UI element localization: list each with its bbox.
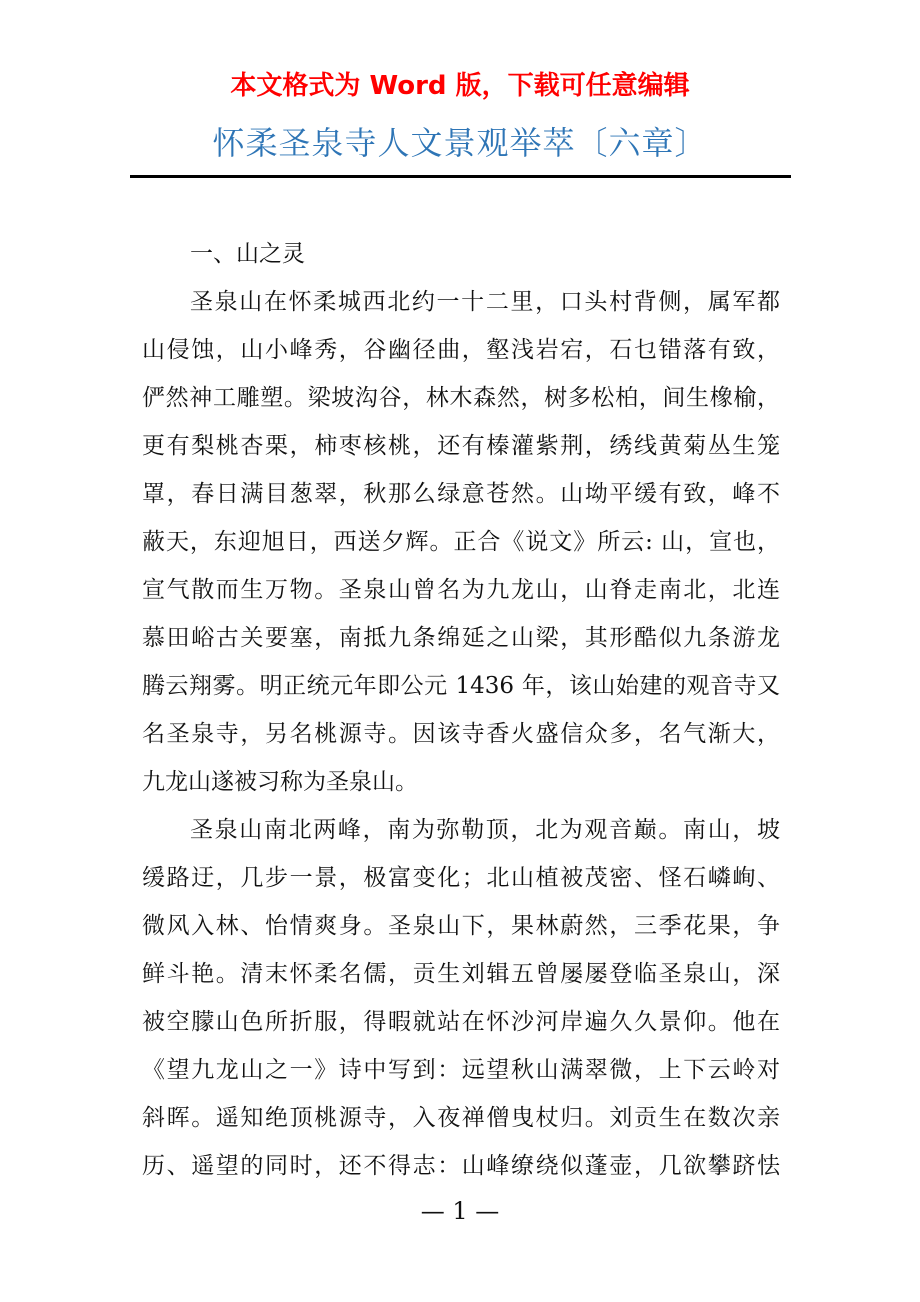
text-line: 更有梨桃杏栗，柿枣核桃，还有榛灌紫荆，绣线黄菊丛生笼 (142, 433, 780, 459)
page-number: — 1 — (420, 1197, 500, 1225)
paragraph (142, 806, 780, 1190)
text-line: 蔽天，东迎旭日，西送夕辉。正合《说文》所云: 山，宣也， (142, 529, 780, 555)
text-line: 《望九龙山之一》诗中写到：远望秋山满翠微，上下云岭对 (142, 1057, 780, 1083)
text-line: 鲜斗艳。清末怀柔名儒，贡生刘辑五曾屡屡登临圣泉山，深 (142, 961, 780, 987)
text-line: 历、遥望的同时，还不得志：山峰缭绕似蓬壶，几欲攀跻怯 (142, 1153, 780, 1179)
paragraphs (142, 278, 780, 1190)
text-line: 九龙山遂被习称为圣泉山。 (142, 769, 418, 795)
text-line: 斜晖。遥知绝顶桃源寺，入夜禅僧曳杖归。刘贡生在数次亲 (142, 1105, 780, 1131)
text-line: 罩，春日满目葱翠，秋那么绿意苍然。山坳平缓有致，峰不 (142, 481, 780, 507)
text-line: 腾云翔雾。明正统元年即公元 1436 年，该山始建的观音寺又 (142, 673, 780, 699)
paragraph (142, 278, 780, 806)
text-line: 微风入林、怡情爽身。圣泉山下，果林蔚然，三季花果，争 (142, 913, 780, 939)
section-heading: 一、山之灵 (190, 241, 305, 267)
text-line: 圣泉山南北两峰，南为弥勒顶，北为观音巅。南山，坡 (190, 817, 780, 843)
text-line: 宣气散而生万物。圣泉山曾名为九龙山，山脊走南北，北连 (142, 577, 780, 603)
text-line: 山侵蚀，山小峰秀，谷幽径曲，壑浅岩宕，石乜错落有致， (142, 337, 780, 363)
text-line: 缓路迂，几步一景，极富变化；北山植被茂密、怪石嶙峋、 (142, 865, 780, 891)
document-title: 怀柔圣泉寺人文景观举萃〔六章〕 (212, 124, 708, 162)
text-line: 慕田峪古关要塞，南抵九条绵延之山梁，其形酷似九条游龙 (142, 625, 780, 651)
text-line: 名圣泉寺，另名桃源寺。因该寺香火盛信众多，名气渐大， (142, 721, 780, 747)
title-divider (130, 175, 791, 178)
text-line: 被空朦山色所折服，得暇就站在怀沙河岸遍久久景仰。他在 (142, 1009, 780, 1035)
text-line: 俨然神工雕塑。梁坡沟谷，林木森然，树多松柏，间生橡榆， (142, 385, 780, 411)
text-line: 圣泉山在怀柔城西北约一十二里，口头村背侧，属军都 (190, 289, 780, 315)
document-body (142, 230, 780, 1190)
format-notice: 本文格式为 Word 版，下载可任意编辑 (230, 71, 690, 101)
